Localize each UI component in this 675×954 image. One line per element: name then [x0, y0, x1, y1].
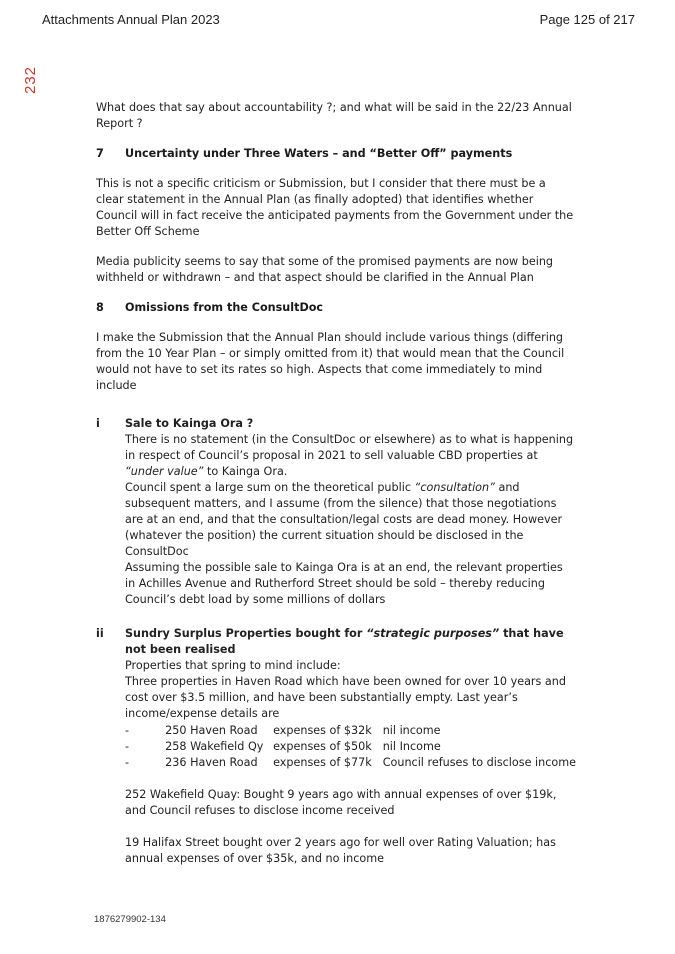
list-dash: - [125, 724, 130, 737]
italic-text-run: “consultation” [414, 481, 495, 494]
section-7-paragraph-2: Media publicity seems to say that some of the promised payments are now being withheld or withdrawn – and that aspect should be clarified in the Annual Plan [96, 255, 554, 284]
italic-text-run: “strategic purposes” [366, 627, 500, 640]
property-address: 258 Wakefield Qy [165, 740, 264, 753]
section-8-title: Omissions from the ConsultDoc [125, 301, 324, 314]
subsection-i [96, 416, 576, 608]
property-expenses: expenses of $32k [273, 724, 372, 737]
subsection-i-numeral: i [96, 417, 100, 430]
property-address: 250 Haven Road [165, 724, 258, 737]
subsection-i-paragraph-2 [125, 480, 576, 560]
text-run: and subsequent matters, and I assume (from the silence) that those negotiations are at an end, and that the consultation/legal costs are dead money. However (whatever the position) the current situation should be disclosed in the ConsultDoc [125, 481, 563, 558]
list-dash: - [125, 740, 130, 753]
property-expenses: expenses of $77k [273, 756, 372, 769]
italic-text-run: “under value” [125, 465, 204, 478]
subsection-ii-paragraph-1: Three properties in Haven Road which have been owned for over 10 years and cost over $3.5 million, and have been substantially empty. Last year’s income/expense details are [125, 675, 566, 720]
subsection-i-paragraph-1 [125, 432, 576, 480]
section-7-paragraph-1: This is not a specific criticism or Submission, but I consider that there must be a clear statement in the Annual Plan (as finally adopted) that identifies whether Council will in fact receive the anticipated payments from the Government under the Better Off Scheme [96, 177, 574, 238]
subsection-i-paragraph-3: Assuming the possible sale to Kainga Ora is at an end, the relevant properties in Achilles Avenue and Rutherford Street should be sold – thereby reducing Council’s debt load by some millions of dollars [125, 561, 563, 606]
subsection-ii-paragraph-2: 252 Wakefield Quay: Bought 9 years ago with annual expenses of over $19k, and Council refuses to disclose income received [125, 788, 557, 817]
table-row [125, 723, 576, 739]
text-run: to Kainga Ora. [203, 465, 288, 478]
subsection-ii-intro: Properties that spring to mind include: [125, 659, 341, 672]
section-8-paragraph: I make the Submission that the Annual Plan should include various things (differing from the 10 Year Plan – or simply omitted from it) that would mean that the Council would not have to set its rates so high. Aspects that come immediately to mind include [96, 331, 565, 392]
section-7-heading [96, 146, 576, 162]
subsection-ii [96, 626, 576, 867]
section-8-heading [96, 300, 576, 316]
table-row [125, 739, 576, 755]
subsection-ii-numeral: ii [96, 627, 104, 640]
page-indicator: Page 125 of 217 [539, 12, 635, 27]
subsection-ii-paragraph-3: 19 Halifax Street bought over 2 years ago for well over Rating Valuation; has annual expenses of over $35k, and no income [125, 836, 556, 865]
document-id: 1876279902-134 [94, 914, 166, 925]
property-income: nil income [382, 724, 441, 737]
header-title: Attachments Annual Plan 2023 [42, 12, 220, 27]
intro-paragraph: What does that say about accountability ?; and what will be said in the 22/23 Annual Report ? [96, 101, 572, 130]
property-expenses: expenses of $50k [273, 740, 372, 753]
text-run: Sundry Surplus Properties bought for [125, 627, 367, 640]
section-7-title: Uncertainty under Three Waters – and “Better Off” payments [125, 147, 513, 160]
property-income: nil Income [382, 740, 441, 753]
table-row [125, 755, 576, 771]
text-run: that have not been realised [125, 627, 564, 656]
document-body [96, 100, 576, 867]
list-dash: - [125, 756, 130, 769]
section-8-number: 8 [96, 301, 104, 314]
subsection-i-title: Sale to Kainga Ora ? [125, 417, 254, 430]
text-run: Council spent a large sum on the theoretical public [125, 481, 415, 494]
side-page-number: 232 [22, 65, 39, 94]
property-income: Council refuses to disclose income [382, 756, 576, 769]
properties-table [125, 723, 576, 771]
subsection-ii-title [125, 626, 576, 658]
section-7-number: 7 [96, 147, 104, 160]
property-address: 236 Haven Road [165, 756, 258, 769]
text-run: There is no statement (in the ConsultDoc or elsewhere) as to what is happening in respect of Council’s proposal in 2021 to sell valuable CBD properties at [125, 433, 574, 462]
